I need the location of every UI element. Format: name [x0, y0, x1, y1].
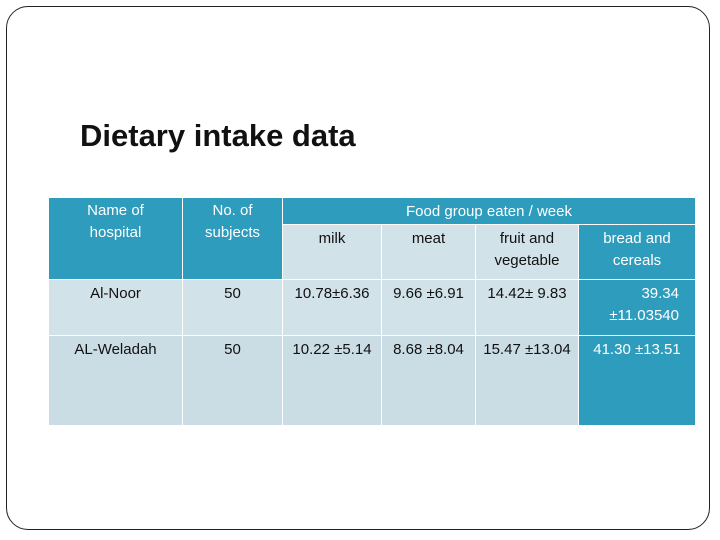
cell-text: 14.42± 9.83: [487, 285, 567, 302]
cell-text: 15.47 ±13.04: [483, 341, 571, 358]
header-meat-label: meat: [411, 230, 446, 247]
table-cell-hospital: [49, 336, 182, 425]
header-food-group-label: Food group eaten / week: [406, 203, 572, 220]
table-cell-fruit-veg: [476, 336, 578, 425]
cell-text: 39.34 ±11.03540: [609, 285, 679, 324]
table-cell-meat: [382, 336, 475, 425]
table-cell-bread-cereals: [579, 336, 695, 425]
cell-text: 10.78±6.36: [294, 285, 370, 302]
table-cell-milk: [283, 280, 381, 335]
header-no-of-subjects: [183, 198, 282, 279]
cell-text: 50: [224, 285, 241, 302]
table-cell-hospital: [49, 280, 182, 335]
header-bread-cereals-label: bread and cereals: [603, 230, 671, 269]
header-name-of-hospital: [49, 198, 182, 279]
table-cell-meat: [382, 280, 475, 335]
header-milk: [283, 225, 381, 279]
header-no-of-subjects-label: No. of subjects: [204, 202, 261, 241]
table-cell-bread-cereals: [579, 280, 695, 335]
header-food-group: [283, 198, 695, 224]
table-cell-subjects: [183, 280, 282, 335]
cell-text: 50: [224, 341, 241, 358]
header-fruit-veg: [476, 225, 578, 279]
cell-text: 10.22 ±5.14: [292, 341, 372, 358]
header-name-of-hospital-label: Name of hospital: [87, 202, 144, 241]
table-cell-subjects: [183, 336, 282, 425]
cell-text: 41.30 ±13.51: [593, 341, 681, 358]
slide-title: Dietary intake data: [80, 118, 356, 153]
header-meat: [382, 225, 475, 279]
header-fruit-veg-label: fruit and vegetable: [494, 230, 560, 269]
header-bread-cereals: [579, 225, 695, 279]
table-cell-milk: [283, 336, 381, 425]
header-milk-label: milk: [318, 230, 346, 247]
cell-text: 9.66 ±6.91: [393, 285, 464, 302]
cell-text: 8.68 ±8.04: [393, 341, 464, 358]
cell-text: Al-Noor: [90, 285, 141, 302]
table-cell-fruit-veg: [476, 280, 578, 335]
cell-text: AL-Weladah: [74, 341, 157, 358]
